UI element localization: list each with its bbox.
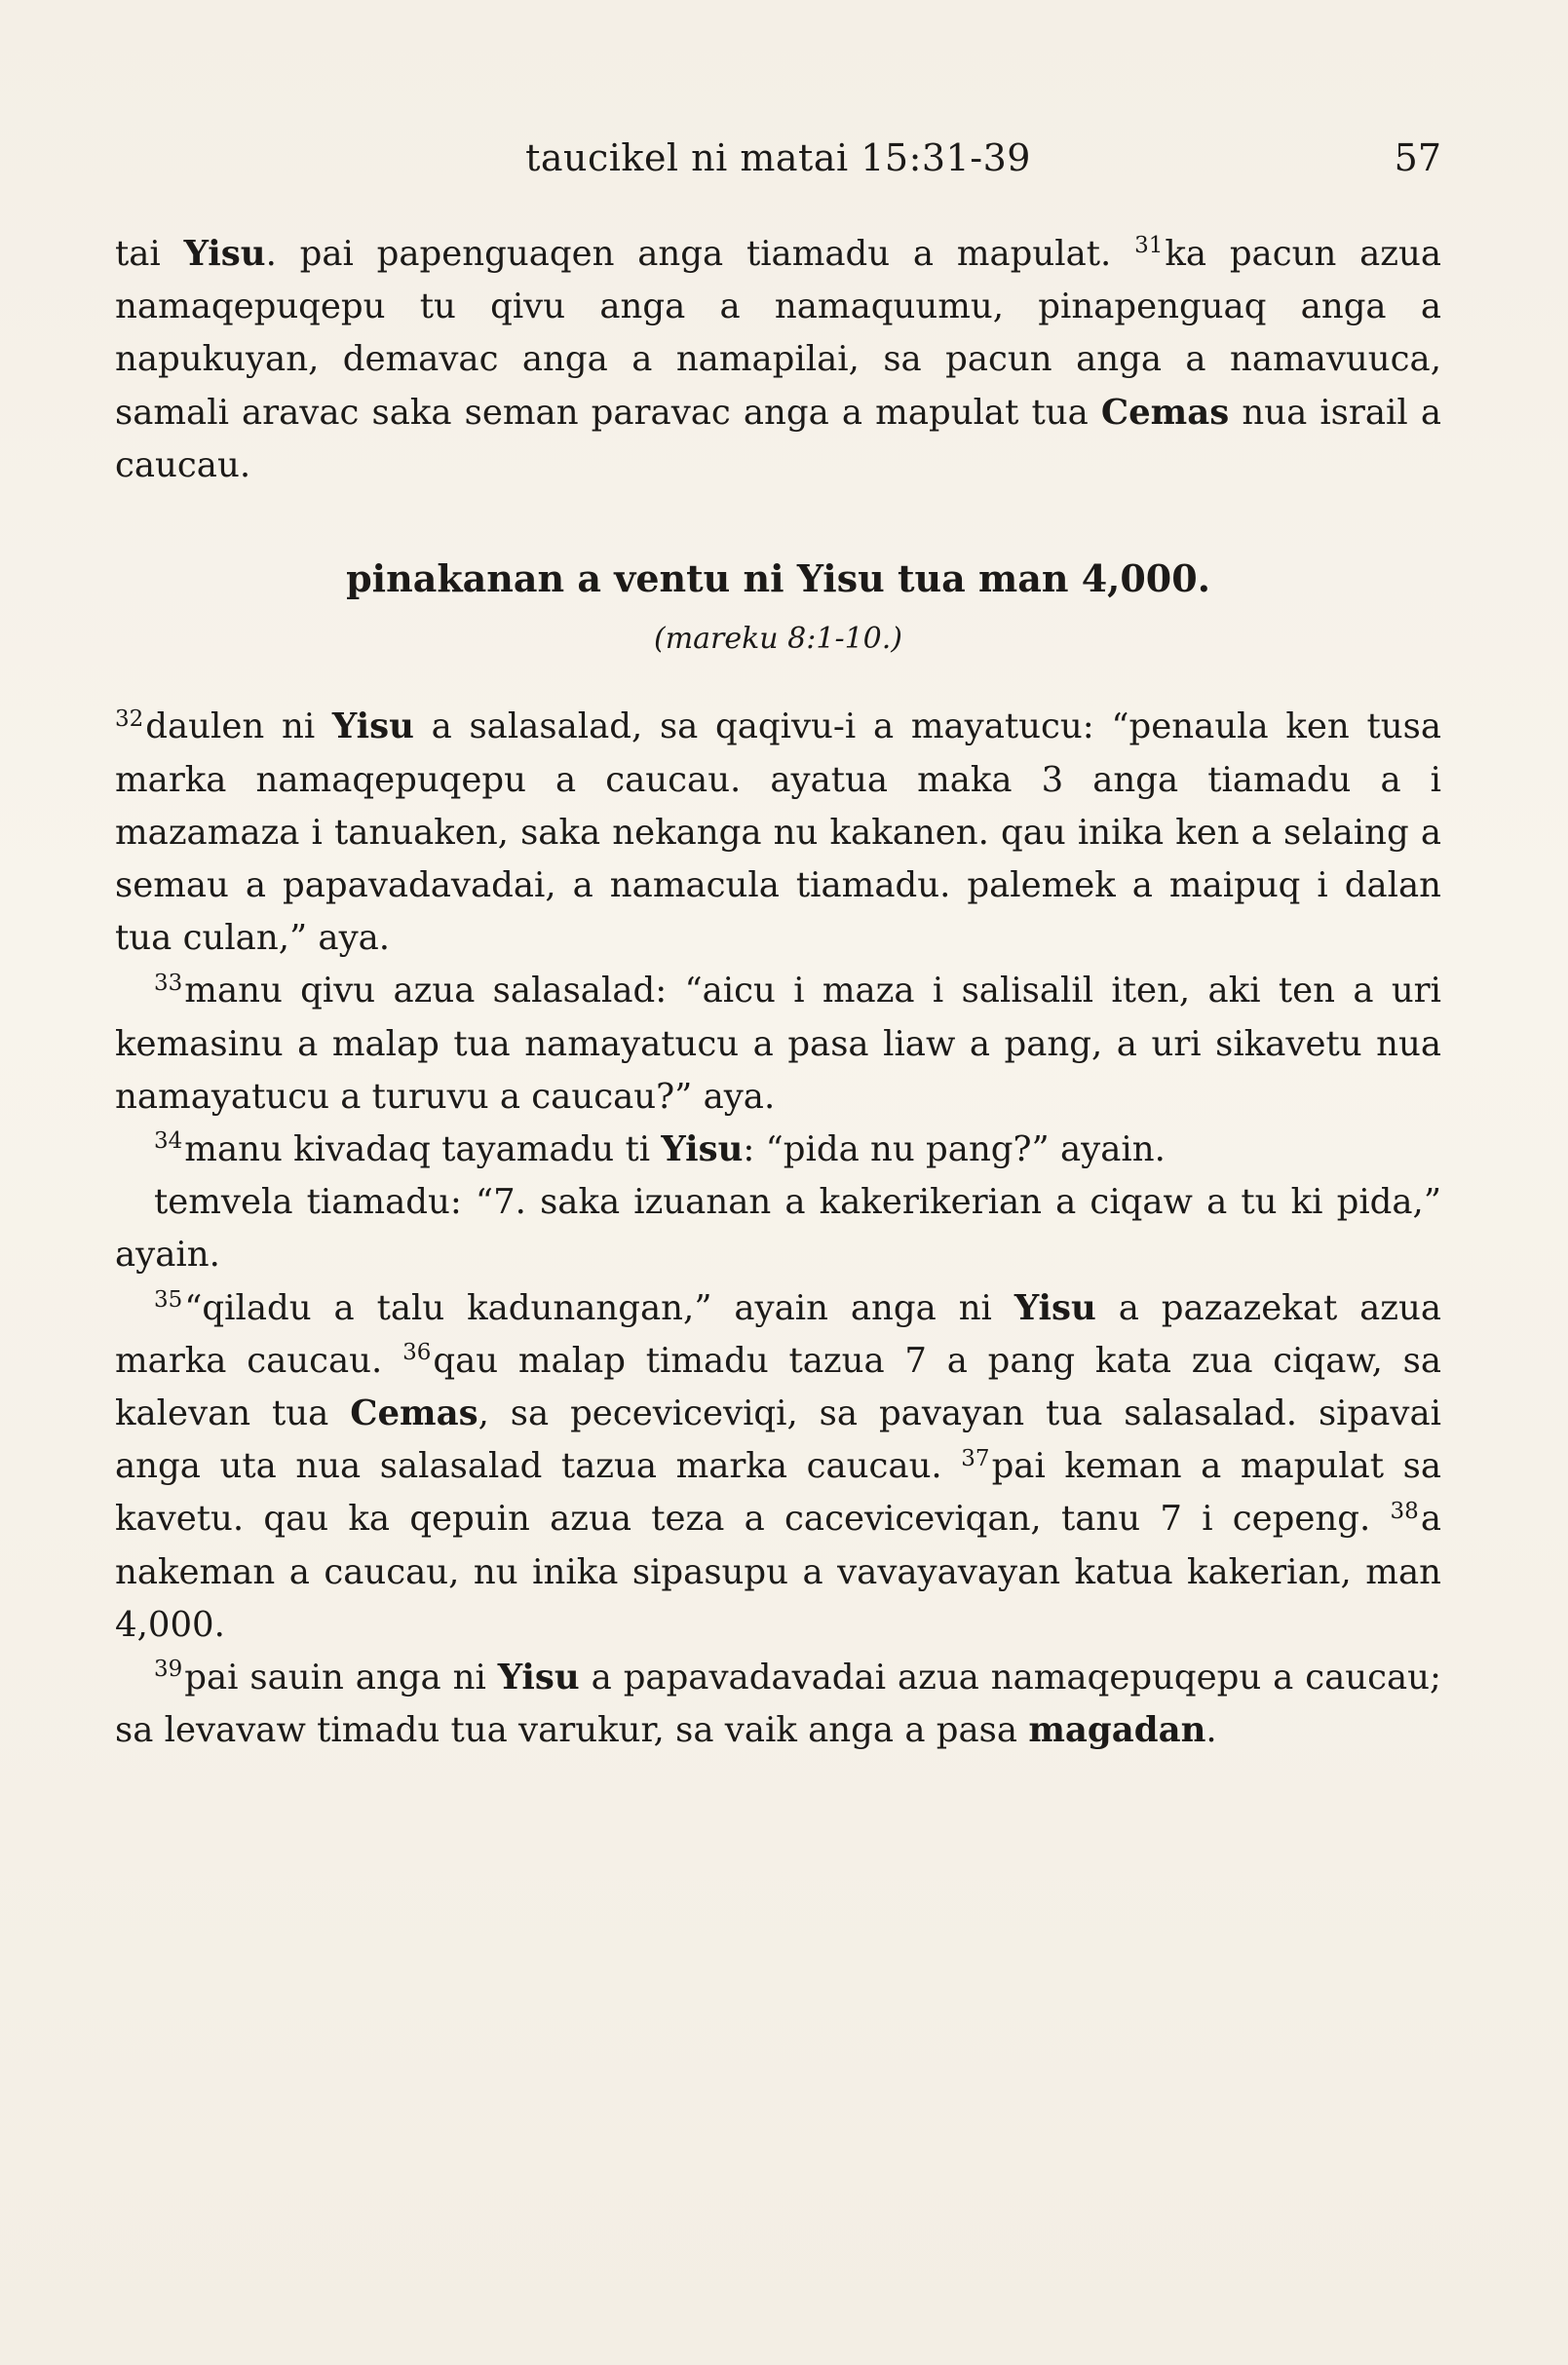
page-number: 57 [1394,136,1441,179]
text-run: : “pida nu pang?” ayain. [743,1129,1166,1170]
name-cemas: Cemas [350,1393,478,1434]
text-run: temvela tiamadu: “7. saka izuanan a kakerikerian a ciqaw a tu ki pida,” ayain. [115,1182,1441,1276]
name-yisu: Yisu [1013,1287,1096,1328]
paragraph-verse-34 [115,1124,1441,1176]
verse-number: 32 [115,706,144,732]
verse-number: 34 [154,1128,183,1155]
text-run: manu qivu azua salasalad: “aicu i maza i salisalil iten, aki ten a uri kemasinu a malap tua namayatucu a pasa liaw a pang, a uri sikavetu nua namayatucu a turuvu a caucau?” aya. [115,971,1441,1117]
place-magadan: magadan [1028,1710,1206,1751]
text-run: a papavadavadai azua namaqepuqepu a caucau; sa levavaw timadu tua varukur, sa vaik anga a pasa [115,1658,1441,1751]
text-run: , sa peceviceviqi, sa pavayan tua salasalad. sipavai anga uta nua salasalad tazua marka caucau. [115,1393,1441,1487]
paragraph-verse-32 [115,701,1441,965]
body-text [115,228,1441,1757]
paragraph-verses-30-31 [115,228,1441,492]
text-run: . pai papenguaqen anga tiamadu a mapulat. [265,234,1135,274]
cross-reference: (mareku 8:1-10.) [654,622,902,657]
paragraph-verses-35-38 [115,1282,1441,1652]
verse-number: 38 [1390,1498,1419,1524]
text-run: a nakeman a caucau, nu inika sipasupu a vavayavayan katua kakerian, man 4,000. [115,1499,1441,1645]
verse-number: 31 [1134,233,1164,259]
text-run: . [1205,1710,1217,1751]
text-run: qau malap timadu tazua 7 a pang kata zua ciqaw, sa kalevan tua [115,1340,1441,1434]
verse-number: 37 [961,1445,990,1471]
running-title: taucikel ni matai 15:31-39 [525,136,1031,179]
paragraph-verse-39 [115,1652,1441,1757]
name-yisu: Yisu [331,706,414,747]
section-heading: pinakanan a ventu ni Yisu tua man 4,000. [346,556,1210,601]
verse-number: 36 [402,1340,432,1366]
name-yisu: Yisu [497,1658,580,1698]
text-run: manu kivadaq tayamadu ti [184,1129,662,1170]
paragraph-answer [115,1176,1441,1281]
verse-number: 33 [154,970,183,996]
name-cemas: Cemas [1100,392,1230,433]
name-yisu: Yisu [661,1129,744,1170]
running-header [115,136,1441,199]
text-run: pai keman a mapulat sa kavetu. qau ka qepuin azua teza a caceviceviqan, tanu 7 i cepeng. [115,1446,1441,1540]
text-run: a pazazekat azua marka caucau. [115,1287,1442,1381]
text-run: “qiladu a talu kadunangan,” ayain anga ni [184,1287,1014,1328]
text-run: tai [115,234,184,274]
verse-number: 35 [154,1287,183,1314]
text-run: a salasalad, sa qaqivu-i a mayatucu: “penaula ken tusa marka namaqepuqepu a caucau. ayatua maka 3 anga tiamadu a i mazamaza i tanuaken, saka nekanga nu kakanen. qau inika ken a selaing a semau a papavadavadai, a namacula tiamadu. palemek a maipuq i dalan tua culan,” aya. [115,706,1441,959]
verse-number: 39 [154,1657,183,1683]
text-run: pai sauin anga ni [184,1658,498,1698]
text-run: ka pacun azua namaqepuqepu tu qivu anga a namaquumu, pinapenguaq anga a napukuyan, demavac anga a namapilai, sa pacun anga a namavuuca, samali aravac saka seman paravac anga a mapulat tua [115,234,1442,433]
paragraph-verse-33 [115,965,1441,1124]
text-run: daulen ni [145,706,332,747]
text-run: nua israil a caucau. [115,392,1441,485]
name-yisu: Yisu [183,234,266,274]
